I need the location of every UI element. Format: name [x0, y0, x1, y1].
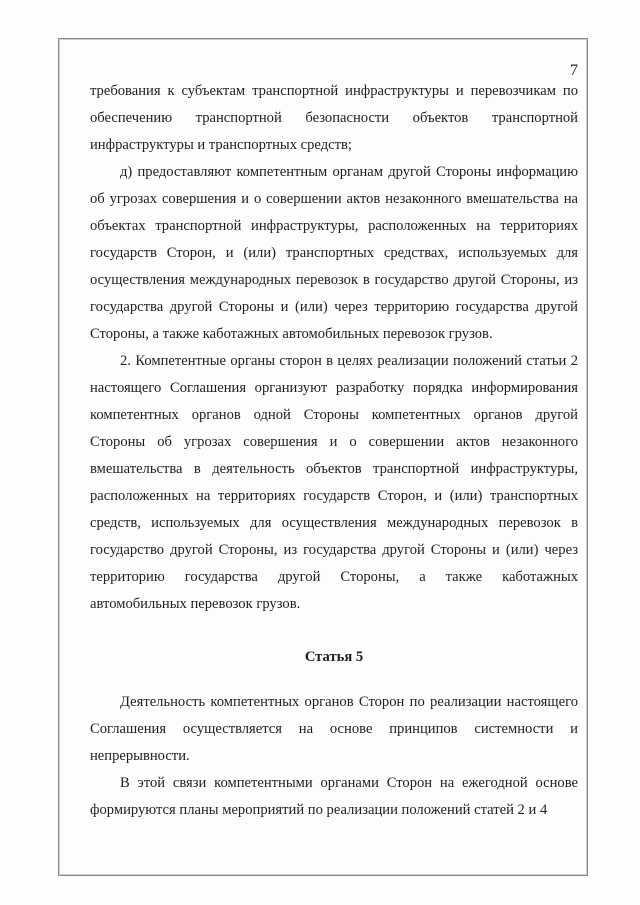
article-heading: Статья 5 — [304, 649, 364, 665]
paragraph-1: требования к субъектам транспортной инфраструктуры и перевозчикам по обеспечению транспортной безопасности объектов транспортной инфраструктуры и транспортных средств; — [90, 83, 578, 153]
document-body — [90, 78, 578, 824]
paragraph-3: 2. Компетентные органы сторон в целях реализации положений статьи 2 настоящего Соглашения организуют разработку порядка информирования компетентных органов одной Стороны компетентных органов другой Стороны об угрозах совершения и о совершении актов незаконного вмешательства в деятельность объектов транспортной инфраструктуры, расположенных на территориях государств Сторон, и (или) транспортных средств, используемых для осуществления международных перевозок в государство другой Стороны, из государства другой Стороны и (или) через территорию государства другой Стороны, а также каботажных автомобильных перевозок грузов. — [90, 353, 578, 612]
article-paragraph-1: Деятельность компетентных органов Сторон по реализации настоящего Соглашения осуществляется на основе принципов системности и непрерывности. — [90, 694, 578, 764]
paragraph-2: д) предоставляют компетентным органам другой Стороны информацию об угрозах совершения и о совершении актов незаконного вмешательства на объектах транспортной инфраструктуры, расположенных на территориях государств Сторон, и (или) транспортных средствах, используемых для осуществления международных перевозок в государство другой Стороны, из государства другой Стороны и (или) через территорию государства другой Стороны, а также каботажных автомобильных перевозок грузов. — [90, 164, 578, 342]
article-paragraph-2: В этой связи компетентными органами Сторон на ежегодной основе формируются планы мероприятий по реализации положений статей 2 и 4 — [90, 775, 578, 818]
page-number: 7 — [570, 62, 578, 79]
